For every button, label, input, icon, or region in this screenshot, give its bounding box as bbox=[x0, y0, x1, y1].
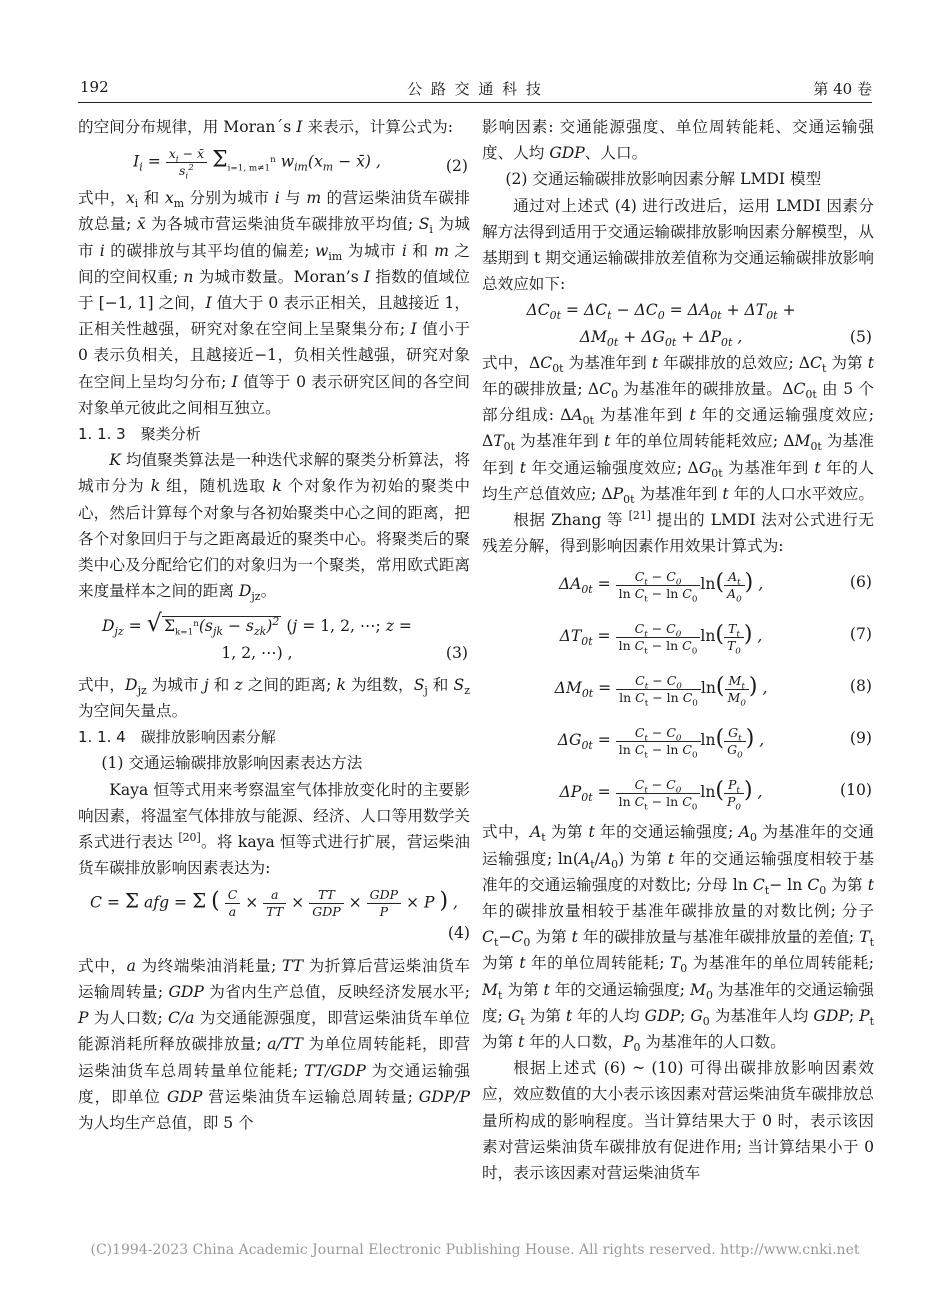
equation-number: (4) bbox=[447, 924, 470, 943]
equation-5: $\Delta C_{0t} = \Delta C_t - \Delta C_0 = \Delta A_{0t} + \Delta T_{0t}$ + $\Delta M_{0t} + \Delta G_{0t} + \Delta P_{0t}$ , (5) bbox=[526, 301, 872, 349]
paragraph: 的空间分布规律，用 Moran´s I 来表示，计算公式为: bbox=[78, 118, 453, 136]
equation-4: C = Σ afg = Σ ( $\frac{C}{a}$ × $\frac{a}{TT}$ × $\frac{TT}{\text{GDP}}$ × $\frac{\text{GDP}}{P}$ × P ) , (4) bbox=[78, 887, 470, 946]
journal-title: 公 路 交 通 科 技 bbox=[407, 80, 543, 98]
copyright-footer: (C)1994-2023 China Academic Journal Electronic Publishing House. All rights reserved. http://www.cnki.net bbox=[90, 1242, 860, 1258]
header-rule bbox=[78, 102, 872, 103]
paragraph: K 均值聚类算法是一种迭代求解的聚类分析算法，将城市分为 k 组，随机选取 k 个对象作为初始的聚类中心，然后计算每个对象与各初始聚类中心之间的距离，把各个对象回归于与之距离最近的聚类中心。将聚类后的聚类中心及分配给它们的对象归为一个聚类，常用欧式距离来度量样本之间的距离 $D_{jz}$。 bbox=[78, 451, 470, 604]
subheading-2: (2) 交通运输碳排放影响因素分解 LMDI 模型 bbox=[505, 170, 822, 189]
paragraph: 根据上述式 (6) ~ (10) 可得出碳排放影响因素效应，效应数值的大小表示该因素对营运柴油货车碳排放总量所构成的影响程度。当计算结果大于 0 时，表示该因素对营运柴油货车碳排放有促进作用; 当计算结果小于 0 时，表示该因素对营运柴油货车 bbox=[482, 1059, 874, 1183]
left-column bbox=[78, 114, 470, 1136]
page-number: 192 bbox=[80, 78, 109, 96]
right-column bbox=[482, 114, 874, 1186]
subheading-1: (1) 交通运输碳排放影响因素表达方法 bbox=[101, 754, 363, 773]
equation-6: $\Delta A_{0t}$ = $\frac{C_t - C_0}{\ln C_t - \ln C_0}$ ln( $\frac{A_t}{A_0}$ ) , (6) bbox=[482, 559, 874, 606]
paragraph: 式中，a 为终端柴油消耗量; TT 为折算后营运柴油货车运输周转量; GDP 为省内生产总值，反映经济发展水平; P 为人口数; C/a 为交通能源强度，即营运柴油货车单位能源消耗所释放碳排放量; a/TT 为单位周转能耗，即营运柴油货车总周转量单位能耗; TT/GDP 为交通运输强度，即单位 GDP 营运柴油货车运输总周转量; GDP/P 为人均生产总值，即 5 个 bbox=[78, 956, 470, 1132]
equation-number: (10) bbox=[839, 781, 872, 800]
paragraph: 式中，$A_t$ 为第 t 年的交通运输强度; $A_0$ 为基准年的交通运输强度; $\ln(A_t/A_0)$ 为第 t 年的交通运输强度相较于基准年的交通运输强度的对数比; 分母 $\ln C_t- \ln C_0$ 为第 t 年的碳排放量相较于基准年碳排放量的对数比例; 分子 $C_t-C_0$ 为第 t 年的碳排放量与基准年碳排放量的差值; $T_t$ 为第 t 年的单位周转能耗; $T_0$ 为基准年的单位周转能耗; $M_t$ 为第 t 年的交通运输强度; $M_0$ 为基准年的交通运输强度; $G_t$ 为第 t 年的人均 GDP; $G_0$ 为基准年人均 GDP; $P_t$ 为第 t 年的人口数，$P_0$ 为基准年的人口数。 bbox=[482, 823, 875, 1055]
equation-number: (7) bbox=[849, 625, 872, 644]
section-heading-114: 1. 1. 4 碳排放影响因素分解 bbox=[78, 728, 276, 747]
paragraph: 式中，$x_i$ 和 $x_m$ 分别为城市 i 与 m 的营运柴油货车碳排放总量; x̄ 为各城市营运柴油货车碳排放平均值; $S_i$ 为城市 i 的碳排放与其平均值的偏差; $w_{im}$ 为城市 i 和 m 之间的空间权重; n 为城市数量。Moran’s I 指数的值域位于 [−1, 1] 之间，I 值大于 0 表示正相关，且越接近 1，正相关性越强，研究对象在空间上呈聚集分布; I 值小于 0 表示负相关，且越接近−1，负相关性越强，研究对象在空间上呈均匀分布; I 值等于 0 表示研究区间的各空间对象单元彼此之间相互独立。 bbox=[78, 189, 470, 417]
equation-number: (3) bbox=[445, 643, 468, 662]
equation-number: (5) bbox=[849, 327, 872, 346]
equation-2: $I_i$ = $\frac{x_i - x̄}{s_i^2}$ $\Sigma_{i=1, m\ne 1}^n$ $w_{im}(x_m$ − x̄) , (2) bbox=[133, 146, 468, 182]
section-heading-113: 1. 1. 3 聚类分析 bbox=[78, 425, 201, 444]
equation-number: (8) bbox=[849, 677, 872, 696]
equation-3: $D_{jz}$ = √ $\Sigma_{k=1}^n(s_{jk} - s_{zk})^2$ (j = 1, 2, ⋯; z = 1, 2, ⋯) , (3) bbox=[78, 610, 470, 665]
volume-label: 第 40 卷 bbox=[813, 80, 872, 98]
paragraph: Kaya 恒等式用来考察温室气体排放变化时的主要影响因素，将温室气体排放与能源、经济、人口等用数学关系式进行表达 [20]。将 kaya 恒等式进行扩展，营运柴油货车碳排放影响因素表达为: bbox=[78, 780, 470, 878]
paragraph: 式中，$\Delta C_{0t}$ 为基准年到 t 年碳排放的总效应; $\Delta C_t$ 为第 t 年的碳排放量; $\Delta C_0$ 为基准年的碳排放量。$\Delta C_{0t}$ 由 5 个部分组成: $\Delta A_{0t}$ 为基准年到 t 年的交通运输强度效应; $\Delta T_{0t}$ 为基准年到 t 年的单位周转能耗效应; $\Delta M_{0t}$ 为基准年到 t 年交通运输强度效应; $\Delta G_{0t}$ 为基准年到 t 年的人均生产总值效应; $\Delta P_{0t}$ 为基准年到 t 年的人口水平效应。 bbox=[482, 353, 874, 506]
equation-number: (9) bbox=[849, 729, 872, 748]
paragraph: 影响因素: 交通能源强度、单位周转能耗、交通运输强度、人均 GDP、人口。 bbox=[482, 118, 874, 163]
equation-7: $\Delta T_{0t}$ = $\frac{C_t - C_0}{\ln C_t - \ln C_0}$ ln( $\frac{T_t}{T_0}$ ) , (7) bbox=[482, 611, 874, 658]
paragraph: 通过对上述式 (4) 进行改进后，运用 LMDI 因素分解方法得到适用于交通运输碳排放影响因素分解模型，从基期到 t 期交通运输碳排放差值称为交通运输碳排放影响总效应如下: bbox=[482, 196, 874, 294]
equation-number: (6) bbox=[849, 573, 872, 592]
paragraph: 根据 Zhang 等 [21] 提出的 LMDI 法对公式进行无残差分解，得到影响因素作用效果计算式为: bbox=[482, 508, 875, 556]
equation-number: (2) bbox=[445, 157, 468, 175]
equation-9: $\Delta G_{0t}$ = $\frac{C_t - C_0}{\ln C_t - \ln C_0}$ ln( $\frac{G_t}{G_0}$ ) , (9) bbox=[482, 715, 874, 762]
equation-8: $\Delta M_{0t}$ = $\frac{C_t - C_0}{\ln C_t - \ln C_0}$ ln( $\frac{M_t}{M_0}$ ) , (8) bbox=[482, 663, 874, 710]
paragraph: 式中，$D_{jz}$ 为城市 j 和 z 之间的距离; k 为组数，$S_j$ 和 $S_z$ 为空间矢量点。 bbox=[78, 675, 470, 721]
equation-10: $\Delta P_{0t}$ = $\frac{C_t - C_0}{\ln C_t - \ln C_0}$ ln( $\frac{P_t}{P_0}$ ) , (10) bbox=[482, 767, 874, 814]
